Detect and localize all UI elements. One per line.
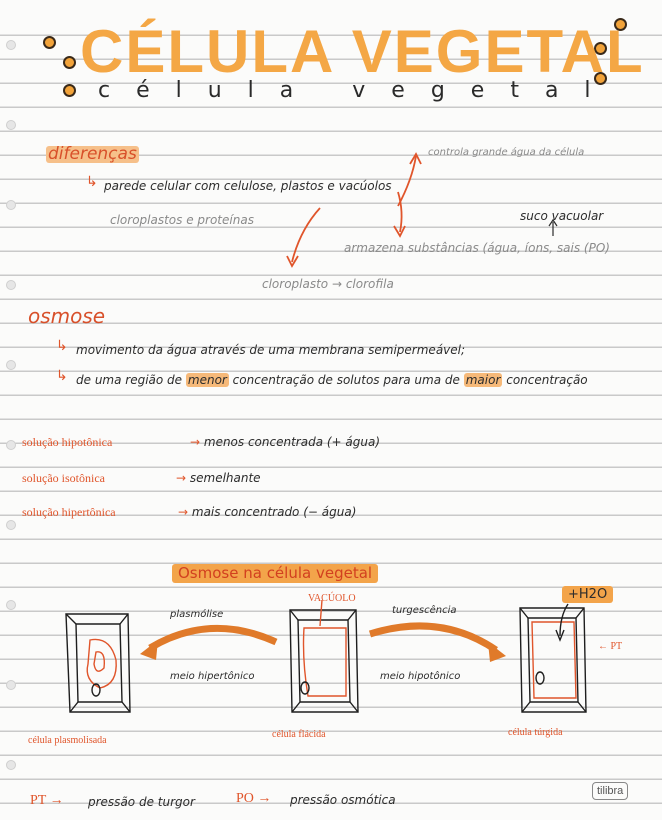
vacuolo-label: VACÚOLO [308, 593, 356, 604]
page-subtitle: célula vegetal [98, 78, 617, 103]
tilibra-logo: tilibra [592, 782, 628, 800]
h2o-label: +H2O [562, 586, 613, 603]
legend-pt-desc: pressão de turgor [88, 795, 195, 809]
solucao-hipotonica-label: solução hipotônica [22, 435, 113, 449]
solucao-hipotonica-desc: → menos concentrada (+ água) [190, 435, 381, 449]
meio-hipotonico-label: meio hipotônico [380, 671, 461, 682]
legend-po-desc: pressão osmótica [290, 793, 396, 807]
cell-turgida [520, 604, 586, 712]
note-controla-agua: controla grande água da célula [428, 147, 585, 158]
arrow-glyph: ↳ [56, 369, 68, 384]
pt-label: ← PT [598, 641, 623, 652]
solucao-isotonica-label: solução isotônica [22, 471, 105, 485]
note-cloroplasto: cloroplasto → clorofila [262, 277, 394, 291]
osmose-heading: osmose [28, 304, 106, 328]
note-armazena: armazena substâncias (água, íons, sais (PO) [344, 241, 610, 255]
diferencas-line1: parede celular com celulose, plastos e vacúolos [104, 179, 392, 193]
arrow-glyph: ↳ [56, 339, 68, 354]
solucao-isotonica-desc: → semelhante [176, 471, 261, 485]
solucao-hipertonica-label: solução hipertônica [22, 505, 116, 519]
turgescencia-label: turgescência [392, 605, 457, 616]
cell3-label: célula túrgida [508, 727, 563, 738]
legend-pt-abbr: PT → [30, 793, 64, 808]
diferencas-line2: cloroplastos e proteínas [110, 213, 254, 227]
legend-po-abbr: PO → [236, 791, 272, 806]
arrow-glyph: ↳ [86, 175, 98, 190]
cell-flacida [290, 600, 358, 712]
cell1-label: célula plasmolisada [28, 735, 107, 746]
note-suco-vacuolar: suco vacuolar [520, 209, 604, 223]
page-title: CÉLULA VEGETAL [80, 18, 645, 85]
solucao-hipertonica-desc: → mais concentrado (− água) [178, 505, 357, 519]
diferencas-heading: diferenças [48, 144, 137, 164]
cell-plasmolisada [66, 614, 130, 712]
meio-hipertonico-label: meio hipertônico [170, 671, 255, 682]
cell2-label: célula flácida [272, 729, 326, 740]
osmose-line1: movimento da água através de uma membrana semipermeável; [76, 343, 466, 357]
osmose-line2: de uma região de menor concentração de solutos para uma de maior concentração [76, 373, 588, 387]
plasmolise-label: plasmólise [170, 609, 224, 620]
diagram-banner: Osmose na célula vegetal [172, 564, 378, 583]
